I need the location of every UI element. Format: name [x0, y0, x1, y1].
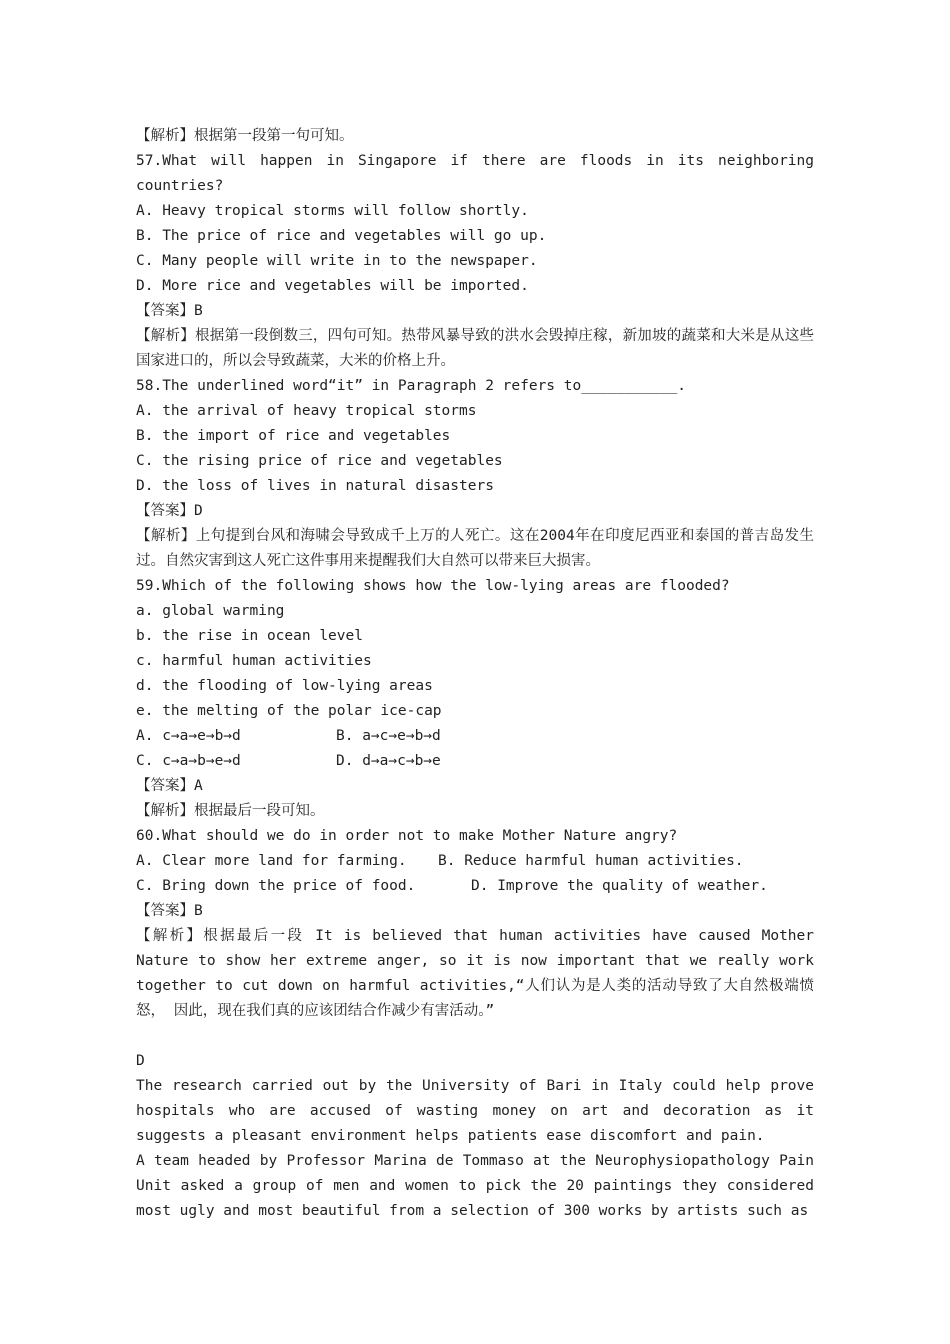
q58-option-a: A. the arrival of heavy tropical storms [136, 403, 477, 419]
q57-answer: 【答案】B [136, 303, 203, 319]
q59-option-a: A. c→a→e→b→d [136, 728, 241, 744]
document-content [136, 124, 823, 1224]
q60-option-d: D. Improve the quality of weather. [471, 878, 768, 894]
q59-item-d: d. the flooding of low-lying areas [136, 678, 433, 694]
q60-option-b: B. Reduce harmful human activities. [438, 853, 744, 869]
q60-option-c: C. Bring down the price of food. [136, 878, 416, 894]
q57-option-d: D. More rice and vegetables will be imported. [136, 278, 529, 294]
q59-option-b: B. a→c→e→b→d [336, 728, 441, 744]
q60-option-a: A. Clear more land for farming. [136, 853, 407, 869]
q58-explanation: 【解析】上句提到台风和海啸会导致成千上万的人死亡。这在2004年在印度尼西亚和泰国的普吉岛发生过。自然灾害到这人死亡这件事用来提醒我们大自然可以带来巨大损害。 [136, 528, 814, 569]
passage-d-paragraph-1: The research carried out by the University of Bari in Italy could help prove hospitals who are accused of wasting money on art and decoration as it suggests a pleasant environment helps patients ease discomfort and pain. [136, 1078, 823, 1144]
q59-explanation: 【解析】根据最后一段可知。 [136, 803, 325, 819]
q59-options-row-1 [136, 724, 814, 749]
q59-option-c: C. c→a→b→e→d [136, 753, 241, 769]
q58-option-c: C. the rising price of rice and vegetables [136, 453, 503, 469]
section-spacer [136, 1024, 814, 1049]
q59-options-row-2 [136, 749, 814, 774]
q58-option-b: B. the import of rice and vegetables [136, 428, 451, 444]
q60-explanation: 【解析】根据最后一段 It is believed that human activities have caused Mother Nature to show her extreme anger, so it is now important that we really work together to cut down on harmful activities,“人们认为是人类的活动导致了大自然极端愤怒， 因此，现在我们真的应该团结合作减少有害活动。” [136, 928, 823, 1019]
q57-question: 57.What will happen in Singapore if there are floods in its neighboring countries? [136, 153, 823, 194]
q59-answer: 【答案】A [136, 778, 203, 794]
q60-question: 60.What should we do in order not to make Mother Nature angry? [136, 828, 678, 844]
q58-answer: 【答案】D [136, 503, 203, 519]
q59-item-c: c. harmful human activities [136, 653, 372, 669]
q59-item-e: e. the melting of the polar ice-cap [136, 703, 442, 719]
q58-question: 58.The underlined word“it” in Paragraph 2 refers to___________. [136, 378, 686, 394]
q60-answer: 【答案】B [136, 903, 203, 919]
q56-explanation: 【解析】根据第一段第一句可知。 [136, 128, 354, 144]
q59-item-b: b. the rise in ocean level [136, 628, 363, 644]
q59-option-d: D. d→a→c→b→e [336, 753, 441, 769]
q59-item-a: a. global warming [136, 603, 285, 619]
q57-option-b: B. The price of rice and vegetables will go up. [136, 228, 547, 244]
passage-d-paragraph-2: A team headed by Professor Marina de Tommaso at the Neurophysiopathology Pain Unit asked a group of men and women to pick the 20 paintings they considered most ugly and most beautiful from a selection of 300 works by artists such as [136, 1153, 823, 1219]
q57-option-a: A. Heavy tropical storms will follow shortly. [136, 203, 529, 219]
q60-options-row-2 [136, 874, 814, 899]
q57-explanation: 【解析】根据第一段倒数三，四句可知。热带风暴导致的洪水会毁掉庄稼，新加坡的蔬菜和大米是从这些国家进口的，所以会导致蔬菜，大米的价格上升。 [136, 328, 814, 369]
q60-options-row-1 [136, 849, 814, 874]
q58-option-d: D. the loss of lives in natural disasters [136, 478, 494, 494]
q57-option-c: C. Many people will write in to the newspaper. [136, 253, 538, 269]
q59-question: 59.Which of the following shows how the low-lying areas are flooded? [136, 578, 730, 594]
passage-d-label: D [136, 1053, 145, 1069]
